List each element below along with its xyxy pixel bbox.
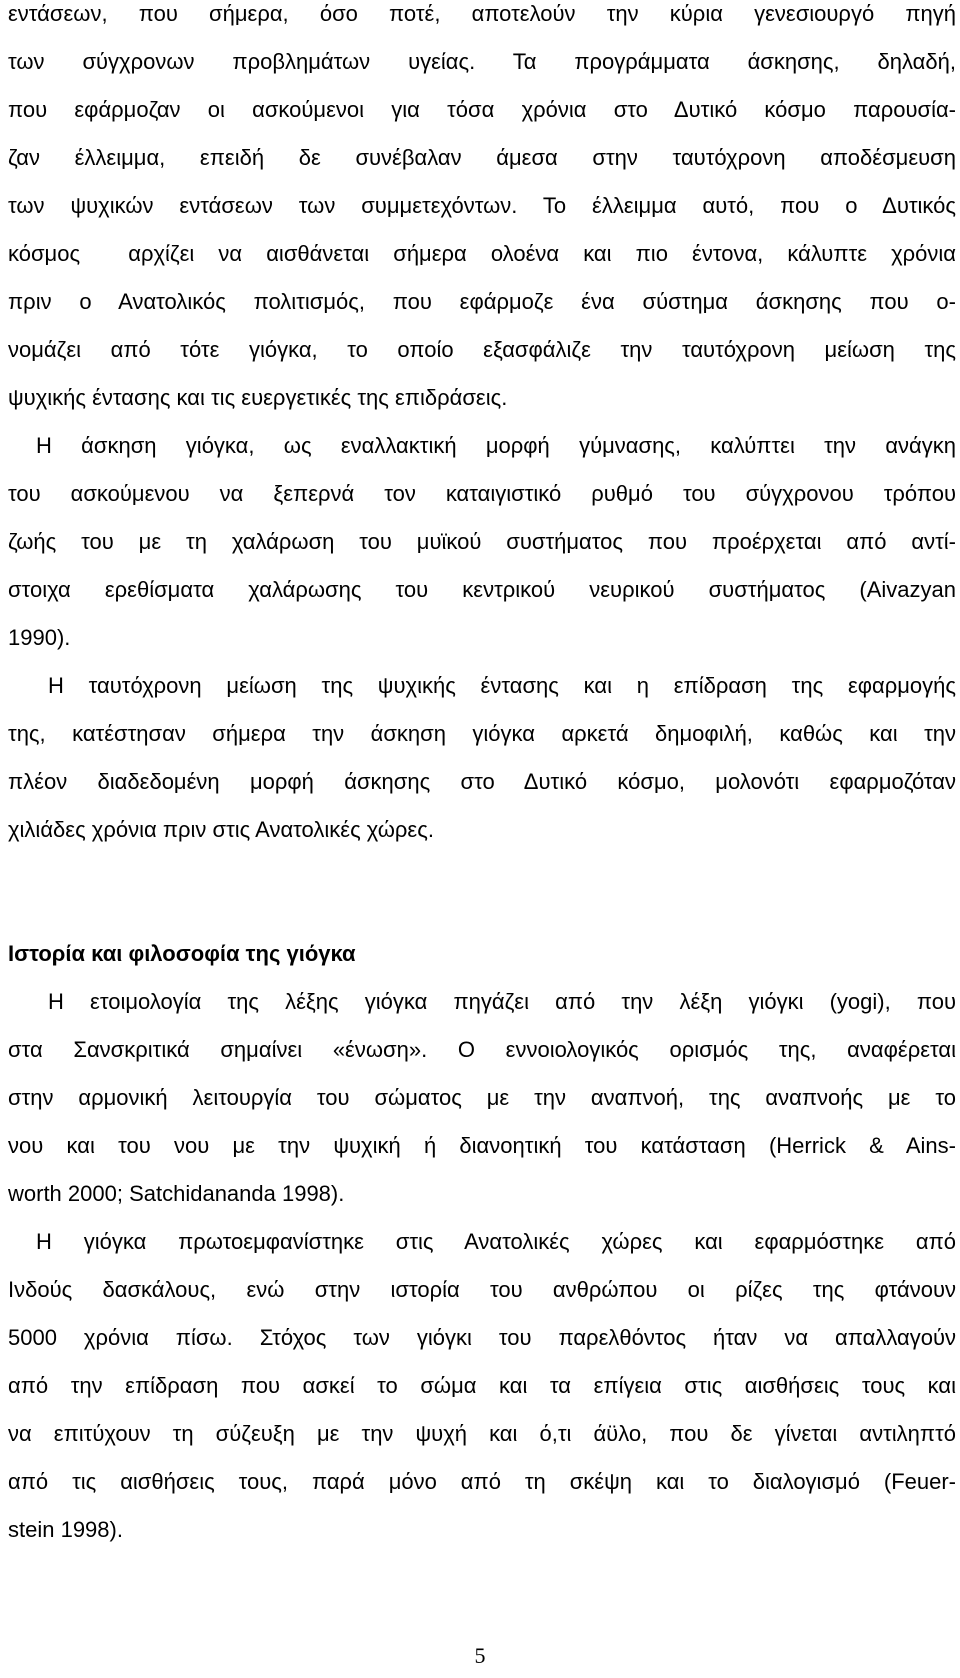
page-number: 5 <box>474 1643 486 1668</box>
section-paragraph-1-line: στην αρμονική λειτουργία του σώματος με την αναπνοή, της αναπνοής με το <box>8 1085 956 1110</box>
paragraph-1-line: των ψυχικών εντάσεων των συμμετεχόντων. Το έλλειμμα αυτό, που ο Δυτικός <box>8 193 956 218</box>
paragraph-2-line: του ασκούμενου να ξεπερνά τον καταιγιστικό ρυθμό του σύγχρονου τρόπου <box>8 481 956 506</box>
section-paragraph-1-line: Η ετοιμολογία της λέξης γιόγκα πηγάζει από την λέξη γιόγκι (yogi), που <box>48 989 956 1014</box>
section-paragraph-1-line: νου και του νου με την ψυχική ή διανοητική του κατάσταση (Herrick & Ains- <box>8 1133 956 1158</box>
paragraph-2-line: 1990). <box>8 625 71 650</box>
paragraph-1-line: κόσμος αρχίζει να αισθάνεται σήμερα ολοένα και πιο έντονα, κάλυπτε χρόνια <box>8 241 956 266</box>
paragraph-1-line: πριν ο Ανατολικός πολιτισμός, που εφάρμοζε ένα σύστημα άσκησης που ο- <box>8 289 956 314</box>
paragraph-2-line: ζωής του με τη χαλάρωση του μυϊκού συστήματος που προέρχεται από αντί- <box>8 529 956 554</box>
section-paragraph-2-line: Ινδούς δασκάλους, ενώ στην ιστορία του ανθρώπου οι ρίζες της φτάνουν <box>8 1277 956 1302</box>
section-heading: Ιστορία και φιλοσοφία της γιόγκα <box>8 941 356 966</box>
paragraph-3-line: χιλιάδες χρόνια πριν στις Ανατολικές χώρες. <box>8 817 434 842</box>
section-history <box>8 942 956 1566</box>
paragraph-1-line: νομάζει από τότε γιόγκα, το οποίο εξασφάλιζε την ταυτόχρονη μείωση της <box>8 337 956 362</box>
paragraph-3-line: της, κατέστησαν σήμερα την άσκηση γιόγκα αρκετά δημοφιλή, καθώς και την <box>8 721 956 746</box>
section-paragraph-1-line: worth 2000; Satchidananda 1998). <box>8 1181 345 1206</box>
section-paragraph-2-line: να επιτύχουν τη σύζευξη με την ψυχή και ό,τι άϋλο, που δε γίνεται αντιληπτό <box>8 1421 956 1446</box>
paragraph-3-line: Η ταυτόχρονη μείωση της ψυχικής έντασης και η επίδραση της εφαρμογής <box>48 673 956 698</box>
text-body <box>8 2 956 866</box>
paragraph-2-line: Η άσκηση γιόγκα, ως εναλλακτική μορφή γύμνασης, καλύπτει την ανάγκη <box>36 433 956 458</box>
paragraph-3-line: πλέον διαδεδομένη μορφή άσκησης στο Δυτικό κόσμο, μολονότι εφαρμοζόταν <box>8 769 956 794</box>
paragraph-1-line: ψυχικής έντασης και τις ευεργετικές της επιδράσεις. <box>8 385 508 410</box>
paragraph-1-line: των σύγχρονων προβλημάτων υγείας. Τα προγράμματα άσκησης, δηλαδή, <box>8 49 956 74</box>
paragraph-1-line: εντάσεων, που σήμερα, όσο ποτέ, αποτελούν την κύρια γενεσιουργό πηγή <box>8 1 956 26</box>
paragraph-2-line: στοιχα ερεθίσματα χαλάρωσης του κεντρικού νευρικού συστήματος (Aivazyan <box>8 577 956 602</box>
section-paragraph-1-line: στα Σανσκριτικά σημαίνει «ένωση». Ο εννοιολογικός ορισμός της, αναφέρεται <box>8 1037 956 1062</box>
paragraph-1-line: που εφάρμοζαν οι ασκούμενοι για τόσα χρόνια στο Δυτικό κόσμο παρουσία- <box>8 97 956 122</box>
section-paragraph-2-line: Η γιόγκα πρωτοεμφανίστηκε στις Ανατολικές χώρες και εφαρμόστηκε από <box>36 1229 956 1254</box>
section-paragraph-2-line: stein 1998). <box>8 1517 123 1542</box>
section-paragraph-2-line: από τις αισθήσεις τους, παρά μόνο από τη σκέψη και το διαλογισμό (Feuer- <box>8 1469 956 1494</box>
section-paragraph-2-line: 5000 χρόνια πίσω. Στόχος των γιόγκι του παρελθόντος ήταν να απαλλαγούν <box>8 1325 956 1350</box>
paragraph-1-line: ζαν έλλειμμα, επειδή δε συνέβαλαν άμεσα στην ταυτόχρονη αποδέσμευση <box>8 145 956 170</box>
section-paragraph-2-line: από την επίδραση που ασκεί το σώμα και τα επίγεια στις αισθήσεις τους και <box>8 1373 956 1398</box>
